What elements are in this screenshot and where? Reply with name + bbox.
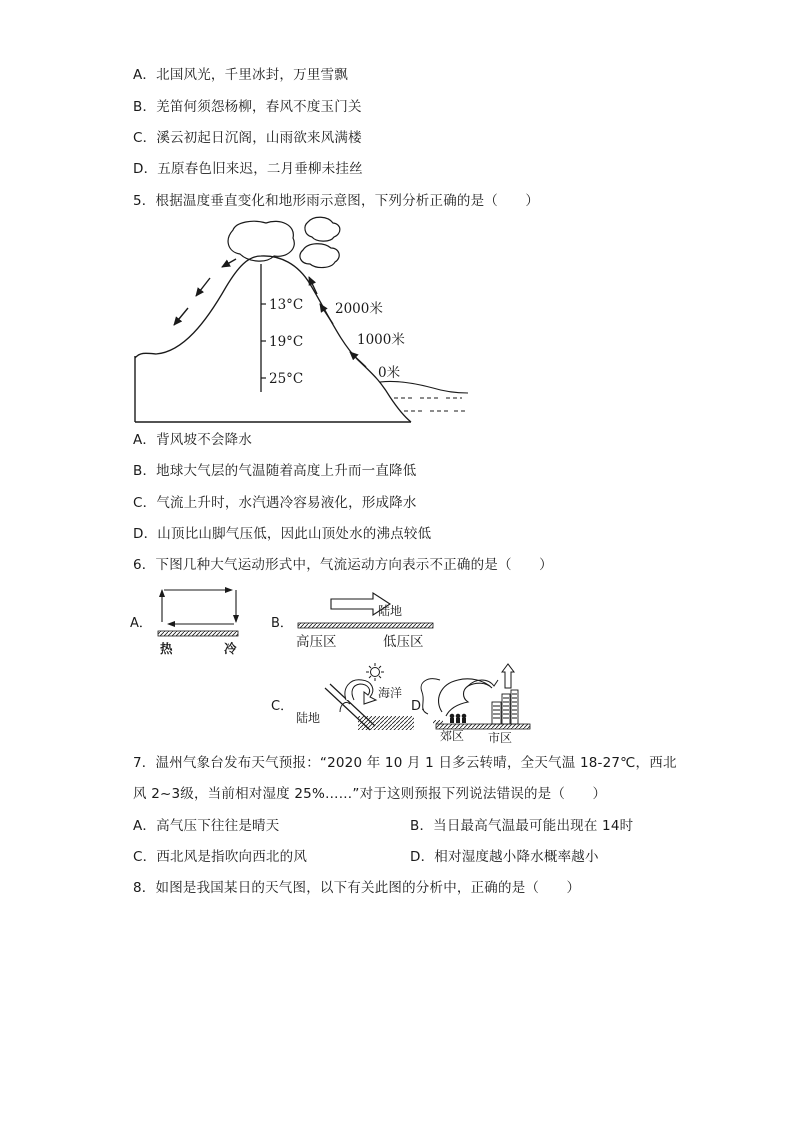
q6-fig-d-label: D． [411,699,435,714]
q6-stem: 6．下图几种大气运动形式中，气流运动方向表示不正确的是（ ） [133,557,553,573]
cloud-icon [228,221,294,261]
q6-fig-b-label: B． [271,616,293,631]
q6-fig-b-land: 陆地 [378,604,403,618]
height-label-0: 0米 [378,365,401,381]
q6-fig-c-label: C． [271,699,294,714]
q5-option-c: C．气流上升时，水汽遇冷容易液化，形成降水 [133,495,417,511]
q6-fig-d-city: 市区 [488,731,513,745]
heat-island-diagram [428,660,548,750]
q8-stem: 8．如图是我国某日的天气图，以下有关此图的分析中，正确的是（ ） [133,880,581,896]
q5-option-a: A．背风坡不会降水 [133,432,253,448]
atmospheric-motion-diagrams [128,580,465,750]
temp-label-mid: 19°C [269,334,304,350]
q4-option-b: B．羌笛何须怨杨柳，春风不度玉门关 [133,99,362,115]
city-buildings-icon [492,690,518,724]
temp-label-bottom: 25°C [269,371,304,387]
q6-fig-c-land: 陆地 [296,711,321,725]
q7-stem-line1: 7．温州气象台发布天气预报：“2020 年 10 月 1 日多云转晴，全天气温 18-27℃，西北 [133,755,677,771]
q7-option-a: A．高气压下往往是晴天 [133,818,280,834]
q7-option-c: C．西北风是指吹向西北的风 [133,849,308,865]
q5-option-b: B．地球大气层的气温随着高度上升而一直降低 [133,463,417,479]
sea-surface [380,381,468,393]
orographic-rain-diagram [128,212,473,427]
temp-label-top: 13°C [269,297,304,313]
q7-stem-line2: 风 2~3级，当前相对湿度 25%……”对于这则预报下列说法错误的是（ ） [133,786,607,802]
sun-icon [366,663,384,681]
q6-fig-b-low: 低压区 [383,634,424,650]
q6-fig-a-label: A． [130,616,152,631]
q6-fig-b-high: 高压区 [296,634,337,650]
q7-option-d: D．相对湿度越小降水概率越小 [410,849,599,865]
q6-fig-a-cold: 冷 [224,641,237,656]
q7-option-b: B．当日最高气温最可能出现在 14时 [410,818,634,834]
cloud-icon [305,217,340,241]
height-label-2000: 2000米 [335,301,383,317]
height-label-1000: 1000米 [357,332,405,348]
q4-option-c: C．溪云初起日沉阁，山雨欲来风满楼 [133,130,362,146]
q6-fig-c-ocean: 海洋 [378,686,403,700]
cloud-icon [300,244,339,268]
q6-fig-a-hot: 热 [160,641,173,656]
q4-option-a: A．北国风光，千里冰封，万里雪飘 [133,67,348,83]
q5-option-d: D．山顶比山脚气压低，因此山顶处水的沸点较低 [133,526,432,542]
q4-option-d: D．五原春色旧来迟，二月垂柳未挂丝 [133,161,363,177]
q5-stem: 5．根据温度垂直变化和地形雨示意图，下列分析正确的是（ ） [133,193,540,209]
people-icon [450,714,467,723]
q6-fig-d-suburb: 郊区 [440,729,465,743]
